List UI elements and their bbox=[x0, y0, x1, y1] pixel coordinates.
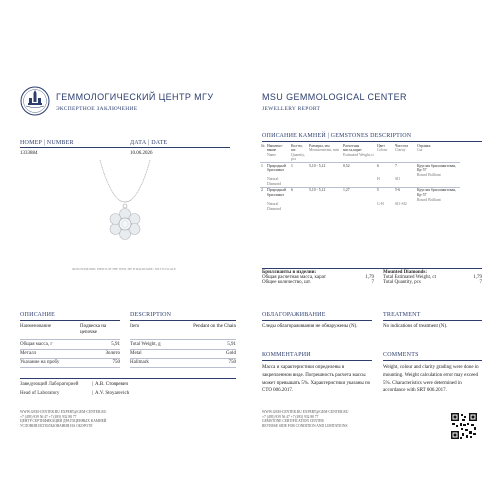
divider bbox=[20, 320, 120, 321]
footer-ru bbox=[20, 410, 220, 429]
divider bbox=[262, 268, 482, 269]
summary-ru-qty-value: 7 bbox=[371, 280, 374, 285]
msu-logo bbox=[20, 86, 50, 116]
footer-en-line: +7 (495) 939 56 47 +7 (495) 932 88 77 bbox=[262, 414, 319, 419]
desc-en-label: Total Weight, g bbox=[130, 342, 161, 347]
divider bbox=[20, 339, 120, 340]
photo-caption: ФОТО ИЗДЕЛИЯ | PHOTO OF THE ITEM | НЕ В МАСШТАБЕ | NOT TO SCALE bbox=[72, 267, 176, 271]
lab-head-ru bbox=[20, 382, 236, 388]
desc-en-item bbox=[130, 324, 236, 330]
row-size: 5,10 - 5,12 bbox=[309, 188, 326, 193]
desc-en-item bbox=[130, 342, 236, 348]
row-name-ru: Природный бриллиант bbox=[267, 163, 286, 173]
row-size: 5,10 - 5,12 bbox=[309, 163, 326, 168]
lab-head-ru-label: Заведующий Лабораторией bbox=[20, 382, 79, 387]
stones-table bbox=[260, 143, 484, 212]
col-name-en: Name bbox=[267, 152, 277, 157]
desc-en-value: 5,91 bbox=[227, 342, 236, 347]
desc-en-item bbox=[130, 360, 236, 366]
row-weight: 1,27 bbox=[343, 188, 350, 193]
lab-head-en-label: Head of Laboratory bbox=[20, 391, 60, 396]
divider bbox=[130, 367, 236, 368]
row-colour-ru: 5 bbox=[377, 188, 379, 193]
divider bbox=[130, 358, 236, 359]
footer-en bbox=[262, 410, 422, 429]
row-cut-ru: Круглая бриллиантовая, Кр-57 bbox=[417, 163, 456, 173]
summary-en-qty-value: 7 bbox=[479, 280, 482, 285]
col-weight-en: Estimated Weight,ct bbox=[343, 152, 374, 157]
summary-ru-weight-label: Общая расчетная масса, карат bbox=[262, 275, 326, 280]
row-name-en: Natural Diamond bbox=[267, 202, 282, 211]
divider bbox=[130, 349, 236, 350]
summary-en-weight-value: 1,79 bbox=[473, 275, 482, 280]
desc-ru-label: Металл bbox=[20, 351, 37, 356]
date-label: ДАТА | DATE bbox=[130, 140, 168, 146]
item-photo bbox=[70, 160, 180, 268]
col-size-ru: Размеры, мм bbox=[309, 143, 330, 148]
row-clarity-en: SI1 bbox=[395, 177, 401, 182]
row-qty: 1 bbox=[291, 163, 293, 168]
summary-ru bbox=[262, 270, 374, 285]
lab-head-en bbox=[20, 391, 236, 397]
number-value: 1333884 bbox=[20, 151, 38, 156]
divider-bar: | bbox=[92, 382, 94, 387]
description-title-en: DESCRIPTION bbox=[130, 312, 172, 318]
col-no: № bbox=[261, 143, 265, 148]
description-title-ru: ОПИСАНИЕ bbox=[20, 312, 55, 318]
row-qty: 6 bbox=[291, 188, 293, 193]
row-name-en: Natural Diamond bbox=[267, 177, 282, 186]
row-clarity-ru: 7 bbox=[395, 163, 397, 168]
row-colour-en: G-H bbox=[377, 202, 384, 207]
summary-en-title: Mounted Diamonds: bbox=[383, 270, 428, 275]
col-clarity-en: Clarity bbox=[395, 148, 406, 153]
desc-en-value: Pendant on the Chain bbox=[193, 324, 236, 329]
desc-ru-label: Общая масса, г bbox=[20, 342, 53, 347]
table-header-row bbox=[260, 143, 460, 163]
col-clarity-ru: Чистота bbox=[395, 143, 409, 148]
lab-head-ru-name: А.В. Стояревич bbox=[95, 382, 129, 387]
treatment-title-ru: ОБЛАГОРАЖИВАНИЕ bbox=[262, 312, 326, 318]
treatment-text-en: No indications of treatment (N). bbox=[383, 324, 448, 329]
footer-en-line: GEMSTONE CERTIFICATION CENTER bbox=[262, 419, 324, 424]
comments-text-en: Weight, colour and clarity grading were done in mounting. Weight calculation error may exceed 5%. Characteristics were determined in accordance with SRT 006.2017. bbox=[383, 365, 479, 394]
stones-title: ОПИСАНИЕ КАМНЕЙ | GEMSTONES DESCRIPTION bbox=[262, 133, 412, 139]
divider bbox=[20, 367, 120, 368]
msu-emblem-icon bbox=[20, 86, 50, 116]
row-no: 2 bbox=[261, 188, 263, 193]
desc-en-item bbox=[130, 351, 236, 357]
divider bbox=[20, 358, 120, 359]
footer-ru-line: ЦЕНТР СЕРТИФИКАЦИИ ДРАГОЦЕННЫХ КАМНЕЙ bbox=[20, 419, 107, 424]
divider bbox=[20, 378, 236, 379]
pendant-image bbox=[70, 160, 180, 268]
row-clarity-ru: 5-6 bbox=[395, 188, 401, 193]
desc-ru-label: Указание на пробу bbox=[20, 360, 60, 365]
qr-code-icon bbox=[450, 412, 478, 440]
treatment-title-en: TREATMENT bbox=[383, 312, 421, 318]
desc-en-label: Item bbox=[130, 324, 140, 329]
col-cut-ru: Огранка bbox=[417, 143, 431, 148]
divider bbox=[20, 349, 120, 350]
col-qty-en: Quantity, pcs bbox=[291, 152, 305, 162]
row-colour-en: H bbox=[377, 177, 380, 182]
row-colour-ru: 6 bbox=[377, 163, 379, 168]
table-row bbox=[260, 163, 460, 188]
divider bbox=[383, 320, 482, 321]
footer-ru-line: УСЛОВИЯ ИСПОЛЬЗОВАНИЯ НА ОБОРОТЕ bbox=[20, 424, 93, 429]
col-weight-ru: Расчетная масса,карат bbox=[343, 143, 362, 153]
desc-ru-value: 5,91 bbox=[111, 342, 120, 347]
divider bbox=[262, 320, 372, 321]
divider bbox=[262, 141, 482, 142]
header-subtitle-en: JEWELLERY REPORT bbox=[262, 106, 321, 112]
col-colour-ru: Цвет bbox=[377, 143, 385, 148]
row-clarity-en: SI1-SI2 bbox=[395, 202, 407, 207]
lab-head-en-name: A.V. Stoyarevich bbox=[95, 391, 130, 396]
header-title-en: MSU GEMMOLOGICAL CENTER bbox=[262, 92, 407, 102]
col-qty-ru: Кол-во, шт. bbox=[291, 143, 303, 153]
summary-en-qty-label: Total Quantity, pcs bbox=[383, 280, 421, 285]
divider bbox=[262, 360, 372, 361]
row-no: 1 bbox=[261, 163, 263, 168]
col-name-ru: Наимено-вание bbox=[267, 143, 283, 153]
divider bbox=[130, 339, 236, 340]
summary-ru-title: Бриллианты в изделии: bbox=[262, 270, 317, 275]
desc-ru-label: Наименование bbox=[20, 324, 52, 329]
summary-en-weight-label: Total Estimated Weight, ct bbox=[383, 275, 437, 280]
header-subtitle-ru: ЭКСПЕРТНОЕ ЗАКЛЮЧЕНИЕ bbox=[56, 106, 138, 112]
col-colour-en: Colour bbox=[377, 148, 388, 153]
row-cut-ru: Круглая бриллиантовая, Кр-57 bbox=[417, 188, 456, 197]
date-value: 10.06.2026 bbox=[130, 151, 153, 156]
qr-code[interactable] bbox=[450, 412, 478, 440]
desc-ru-item bbox=[20, 351, 120, 357]
divider bbox=[383, 360, 482, 361]
footer-en-line: WWW.GEM-CENTER.RU EXPERT@GEM-CENTER.RU bbox=[262, 410, 349, 414]
number-label: НОМЕР | NUMBER bbox=[20, 140, 74, 146]
comments-text-ru: Масса и характеристики определены в закрепленном виде. Погрешность расчета массы может превышать 5%. Характеристики указаны по СТО 006.2017. bbox=[262, 365, 371, 394]
desc-ru-item bbox=[20, 360, 120, 366]
desc-en-label: Metal bbox=[130, 351, 142, 356]
row-name-ru: Природный бриллиант bbox=[267, 188, 286, 197]
comments-title-ru: КОММЕНТАРИИ bbox=[262, 352, 311, 358]
row-cut-en: Round Brilliant bbox=[417, 197, 441, 202]
desc-ru-value: Золото bbox=[105, 351, 120, 356]
divider bbox=[20, 147, 230, 148]
desc-ru-item bbox=[20, 342, 120, 348]
col-size-en: Measurements, mm bbox=[309, 148, 339, 153]
row-cut-en: Round Brilliant bbox=[417, 172, 441, 177]
desc-ru-value: Подвеска на цепочке bbox=[80, 324, 107, 336]
summary-en bbox=[383, 270, 482, 285]
header-title-ru: ГЕММОЛОГИЧЕСКИЙ ЦЕНТР МГУ bbox=[56, 92, 214, 102]
desc-ru-item bbox=[20, 324, 120, 337]
desc-en-value: 750 bbox=[228, 360, 236, 365]
footer-ru-line: +7 (495) 939 56 47 +7 (495) 932 88 77 bbox=[20, 414, 77, 419]
summary-ru-qty-label: Общее количество, шт. bbox=[262, 280, 311, 285]
comments-title-en: COMMENTS bbox=[383, 352, 419, 358]
summary-ru-weight-value: 1,79 bbox=[365, 275, 374, 280]
desc-en-label: Hallmark bbox=[130, 360, 149, 365]
desc-en-value: Gold bbox=[226, 351, 236, 356]
desc-ru-value: 750 bbox=[112, 360, 120, 365]
divider bbox=[130, 320, 236, 321]
footer-ru-line: WWW.GEM-CENTER.RU EXPERT@GEM-CENTER.RU bbox=[20, 410, 107, 414]
divider-bar: | bbox=[92, 391, 94, 396]
col-cut-en: Cut bbox=[417, 148, 423, 153]
row-weight: 0,52 bbox=[343, 163, 350, 168]
table-row bbox=[260, 187, 460, 211]
treatment-text-ru: Следы облагораживания не обнаружены (N). bbox=[262, 324, 358, 329]
footer-en-line: REVERSE SIDE FOR CONDITION AND LIMITATIONS bbox=[262, 424, 348, 429]
